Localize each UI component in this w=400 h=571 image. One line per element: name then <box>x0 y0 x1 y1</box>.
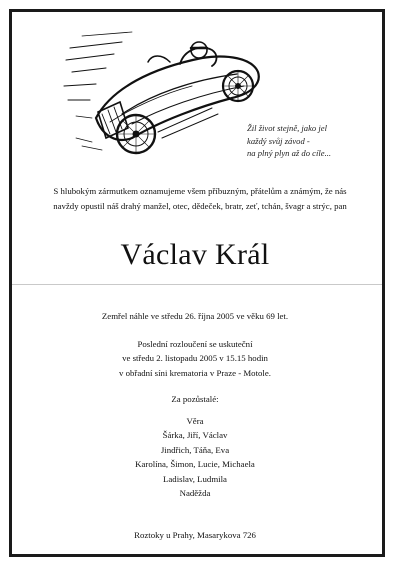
race-car-illustration <box>62 28 267 158</box>
address: Roztoky u Prahy, Masarykova 726 <box>134 530 256 540</box>
survivors-line: Karolína, Šimon, Lucie, Michaela <box>135 459 255 470</box>
survivors-line: Ladislav, Ludmila <box>163 473 227 484</box>
farewell-line: Poslední rozloučení se uskuteční <box>137 339 253 349</box>
farewell-info <box>0 337 390 380</box>
farewell-line: v obřadní síni krematoria v Praze - Motole. <box>119 367 271 378</box>
survivors-heading: Za pozůstalé: <box>171 394 219 404</box>
survivors-line: Šárka, Jiří, Václav <box>162 430 228 441</box>
deceased-name: Václav Král <box>120 238 270 271</box>
quote-line: na plný plyn až do cíle... <box>247 148 332 158</box>
quote <box>247 122 377 160</box>
survivors-line: Naděžda <box>179 488 211 499</box>
fold-line <box>12 284 382 285</box>
farewell-line: ve středu 2. listopadu 2005 v 15.15 hodin <box>122 353 268 364</box>
announcement-line: navždy opustil náš drahý manžel, otec, dědeček, bratr, zeť, tchán, švagr a strýc, pan <box>53 201 347 211</box>
survivors-line: Věra <box>186 416 204 426</box>
survivors-list <box>0 414 390 500</box>
death-notice: Zemřel náhle ve středu 26. října 2005 ve věku 69 let. <box>101 311 289 321</box>
announcement-line: S hlubokým zármutkem oznamujeme všem příbuzným, přátelům a známým, že nás <box>53 186 347 196</box>
survivors-line: Jindřich, Táňa, Eva <box>160 444 230 455</box>
quote-line: Žil život stejně, jako jel <box>247 123 327 133</box>
announcement-text <box>30 184 370 214</box>
quote-line: každý svůj závod - <box>247 135 310 146</box>
